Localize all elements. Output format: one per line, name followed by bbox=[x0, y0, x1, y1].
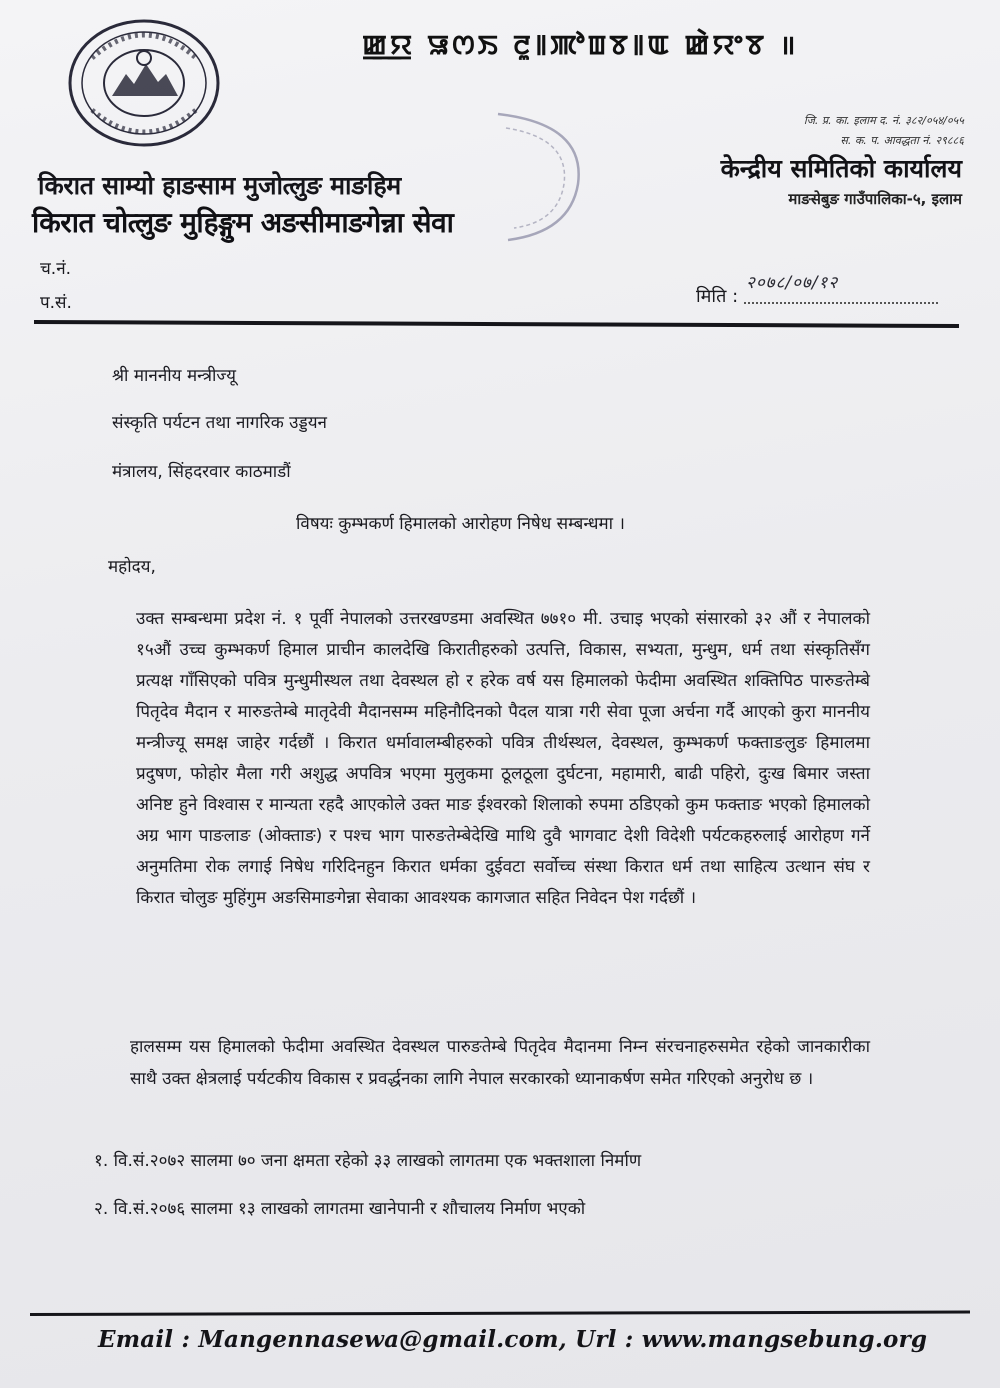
date-value: २०७८/०७/१२ bbox=[746, 273, 839, 293]
recipient-line3: मंत्रालय, सिंहदरवार काठमाडौं bbox=[112, 462, 291, 482]
salutation: महोदय, bbox=[108, 557, 156, 577]
list-item: १. वि.सं.२०७२ सालमा ७० जना क्षमता रहेको ३३ लाखको लागतमा एक भक्तशाला निर्माण bbox=[94, 1151, 642, 1171]
recipient-line1: श्री माननीय मन्त्रीज्यू bbox=[112, 366, 237, 386]
recipient-line2: संस्कृति पर्यटन तथा नागरिक उड्डयन bbox=[112, 413, 327, 433]
reference-number-label: च.नं. bbox=[40, 259, 72, 279]
footer-contact: Email : Mangennasewa@gmail.com, Url : www.mangsebung.org bbox=[98, 1326, 928, 1353]
footer-divider bbox=[30, 1311, 970, 1316]
header-divider bbox=[34, 320, 959, 328]
list-item: २. वि.सं.२०७६ सालमा १३ लाखको लागतमा खानेपानी र शौचालय निर्माण भएको bbox=[94, 1199, 586, 1219]
organization-name-line2: किरात चोत्लुङ मुहिङ्गुम अङसीमाङगेन्ना सेवा bbox=[32, 206, 454, 239]
faint-stamp-mark-icon bbox=[478, 104, 590, 244]
body-paragraph-1: उक्त सम्बन्धमा प्रदेश नं. १ पूर्वी नेपालको उत्तरखण्डमा अवस्थित ७७१० मी. उचाइ भएको संसारको ३२ औं र नेपालको १५औं उच्च कुम्भकर्ण हिमाल प्राचीन कालदेखि किरातीहरुको उत्पत्ति, विकास, सभ्यता, मुन्धुम, धर्म तथा संस्कृतिसँग प्रत्यक्ष गाँसिएको पवित्र मुन्धुमीस्थल तथा देवस्थल हो र हरेक वर्ष यस हिमालको फेदीमा अवस्थित शक्तिपिठ पारुङतेम्बे पितृदेव मैदान र मारुङतेम्बे मातृदेवी मैदानसम्म महिनौदिनको पैदल यात्रा गरी सेवा पूजा अर्चना गर्दै आएको कुरा माननीय मन्त्रीज्यू समक्ष जाहेर गर्दछौं । किरात धर्मावालम्बीहरुको पवित्र तीर्थस्थल, देवस्थल, कुम्भकर्ण फक्ताङलुङ हिमालमा प्रदुषण, फोहोर मैला गरी अशुद्ध अपवित्र भएमा मुलुकमा ठूलठूला दुर्घटना, महामारी, बाढी पहिरो, दुःख बिमार जस्ता अनिष्ट हुने विश्वास र मान्यता रहदै आएकोले उक्त माङ ईश्वरको शिलाको रुपमा ठडिएको कुम फक्ताङ भएको हिमालको अग्र भाग पाङलाङ (ओक्ताङ) र पश्च भाग पारुङतेम्बेदेखि माथि दुवै भागवाट देशी विदेशी पर्यटकहरुलाई आरोहण गर्ने अनुमतिमा रोक लगाई निषेध गरिदिनहुन किरात धर्मका दुईवटा सर्वोच्च संस्था किरात धर्म तथा साहित्य उत्थान संघ र किरात चोलुङ मुहिंगुम अङसिमाङगेन्ना सेवाका आवश्यक कागजात सहित निवेदन पेश गर्दछौं । bbox=[136, 609, 870, 908]
affiliation-number: स. क. प. आवद्धता नं. २९८८६ bbox=[840, 134, 964, 147]
subject-line: विषयः कुम्भकर्ण हिमालको आरोहण निषेध सम्बन्धमा । bbox=[296, 514, 625, 534]
date-dotted-line bbox=[744, 302, 938, 304]
registration-number: जि. प्र. का. इलाम द. नं. ३८२/०५४/०५५ bbox=[803, 114, 964, 127]
kirat-script-heading: ꯀ꯭ꯌ ꯎꯁꯏ ꯂꯨ꯫ꯄꯣꯡꯕ꯫ꯑ ꯀꯥꯌꯦꯕ ॥ bbox=[362, 30, 799, 61]
date-label: मिति : bbox=[696, 286, 739, 307]
office-address: माङसेबुङ गाउँपालिका-५, इलाम bbox=[788, 190, 962, 208]
organization-name-line1: किरात साम्यो हाङसाम मुजोत्लुङ माङहिम bbox=[38, 171, 401, 200]
body-paragraph-2: हालसम्म यस हिमालको फेदीमा अवस्थित देवस्थल पारुङतेम्बे पितृदेव मैदानमा निम्न संरचनाहरुसमेत रहेको जानकारीका साथै उक्त क्षेत्रलाई पर्यटकीय विकास र प्रवर्द्धनका लागि नेपाल सरकारको ध्यानाकर्षण समेत गरिएको अनुरोध छ । bbox=[130, 1037, 870, 1089]
organization-seal-icon bbox=[62, 18, 222, 148]
letter-number-label: प.सं. bbox=[40, 293, 72, 313]
office-title: केन्द्रीय समितिको कार्यालय bbox=[720, 154, 962, 183]
